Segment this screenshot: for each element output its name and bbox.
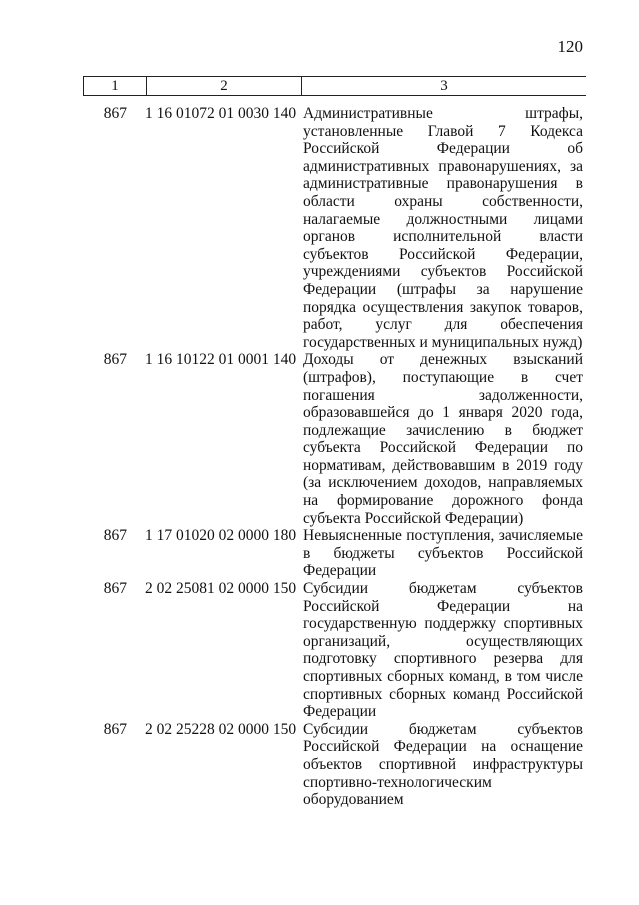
admin-code: 867 bbox=[103, 580, 127, 598]
table-header bbox=[83, 76, 586, 96]
admin-code: 867 bbox=[103, 105, 127, 122]
income-description: Невыясненные поступления, зачисляемые в бюджеты субъектов Российской Федерации bbox=[303, 527, 583, 580]
income-description: Доходы от денежных взысканий (штрафов), поступающие в счет погашения задолженности, образовавшейся до 1 января 2020 года, подлежащие зачислению в бюджет субъекта Российской Федерации по нормативам, действовавшим в 2019 году (за исключением доходов, направляемых на формирование дорожного фонда субъекта Российской Федерации) bbox=[303, 351, 583, 527]
table-row bbox=[83, 351, 585, 527]
kbk-code: 2 02 25081 02 0000 150 bbox=[145, 580, 297, 598]
table-row bbox=[83, 105, 585, 351]
income-description: Субсидии бюджетам субъектов Российской Федерации на оснащение объектов спортивной инфраструктуры спортивно-технологическим оборудованием bbox=[303, 720, 583, 809]
header-col-1: 1 bbox=[84, 77, 147, 95]
kbk-code: 2 02 25228 02 0000 150 bbox=[145, 720, 297, 738]
kbk-code: 1 16 01072 01 0030 140 bbox=[145, 105, 297, 122]
kbk-code: 1 16 10122 01 0001 140 bbox=[145, 351, 297, 369]
admin-code: 867 bbox=[103, 527, 127, 545]
admin-code: 867 bbox=[103, 351, 127, 369]
table-row bbox=[83, 721, 585, 809]
income-description: Субсидии бюджетам субъектов Российской Федерации на государственную поддержку спортивных организаций, осуществляющих подготовку спортивного резерва для спортивных сборных команд, в том числе спортивных сборных команд Российской Федерации bbox=[303, 580, 583, 721]
page-number: 120 bbox=[557, 37, 583, 56]
table-row bbox=[83, 527, 585, 580]
header-col-2: 2 bbox=[147, 77, 302, 95]
kbk-code: 1 17 01020 02 0000 180 bbox=[145, 527, 297, 545]
table-row bbox=[83, 580, 585, 721]
income-description: Административные штрафы, установленные Главой 7 Кодекса Российской Федерации об административных правонарушениях, за административные правонарушения в области охраны собственности, налагаемые должностными лицами органов исполнительной власти субъектов Российской Федерации, учреждениями субъектов Российской Федерации (штрафы за нарушение порядка осуществления закупок товаров, работ, услуг для обеспечения государственных и муниципальных нужд) bbox=[303, 105, 583, 351]
admin-code: 867 bbox=[103, 720, 127, 738]
table-body bbox=[83, 105, 585, 809]
header-col-3: 3 bbox=[440, 78, 448, 94]
